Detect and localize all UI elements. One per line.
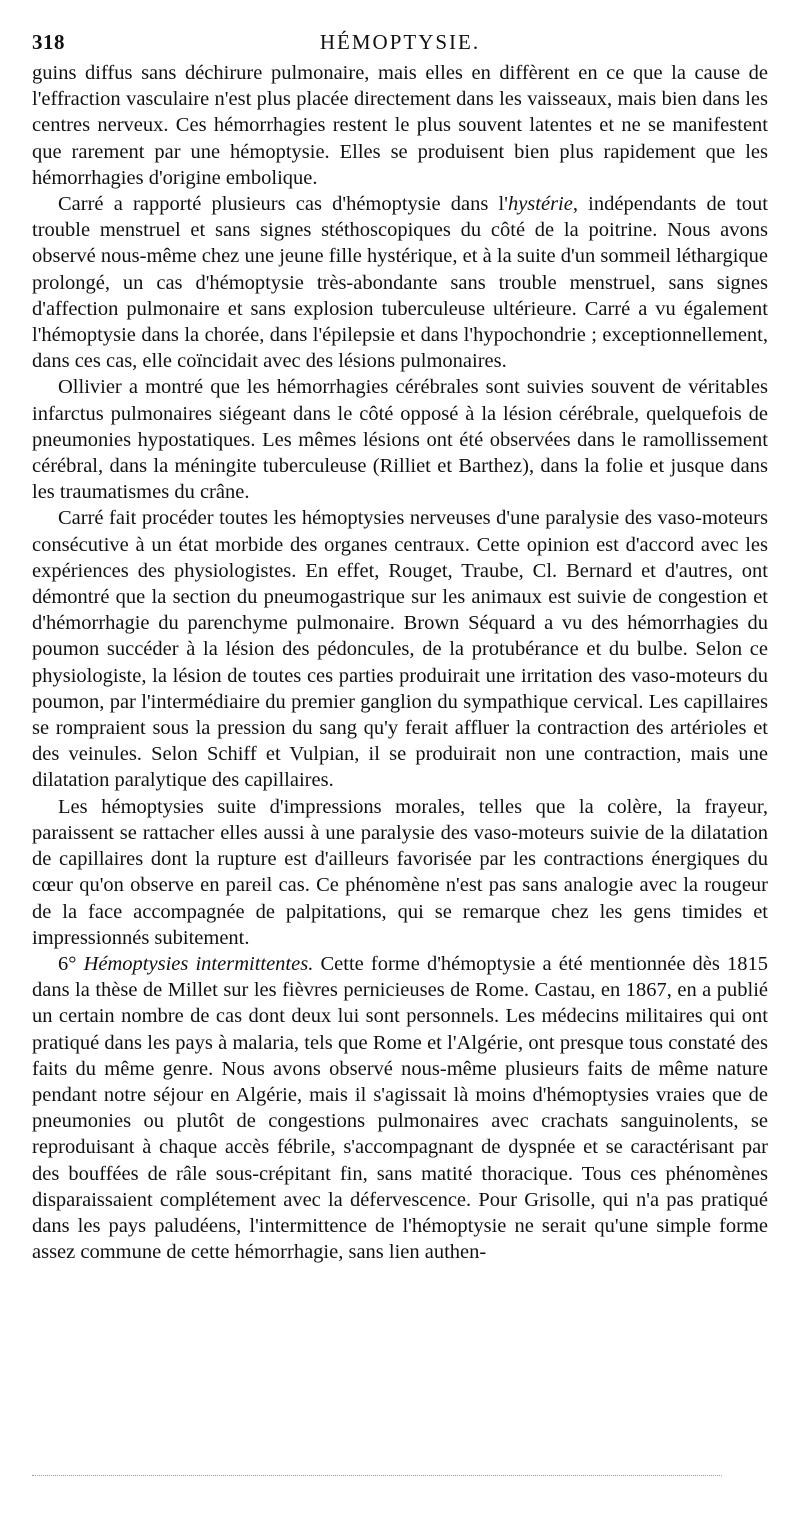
footer-dotted-rule <box>32 1475 722 1476</box>
page-header <box>32 30 768 60</box>
paragraph-text: , indépendants de tout trouble menstruel et sans signes stéthoscopiques du côté de la poitrine. Nous avons observé nous-même chez une jeune fille hystérique, et à la suite d'un sommeil léthargique prolongé, un cas d'hémoptysie très-abondante sans trouble menstruel, sans signes d'affection pulmonaire et sans explosion tuberculeuse ultérieure. Carré a vu également l'hémoptysie dans la chorée, dans l'épilepsie et dans l'hypochondrie ; exceptionnellement, dans ces cas, elle coïncidait avec des lésions pulmonaires. <box>32 193 768 373</box>
page-number: 318 <box>32 30 65 54</box>
paragraph-continuation: guins diffus sans déchirure pulmonaire, mais elles en diffèrent en ce que la cause de l'effraction vasculaire n'est plus placée directement dans les vaisseaux, mais bien dans les centres nerveux. Ces hémorrhagies restent le plus souvent latentes et ne se manifestent que rarement par une hémoptysie. Elles se produisent bien plus rapidement que les hémorrhagies d'origine embolique. <box>32 62 768 189</box>
paragraph-vaso-motor-paralysis: Carré fait procéder toutes les hémoptysies nerveuses d'une paralysie des vaso-moteurs consécutive à un état morbide des organes centraux. Cette opinion est d'accord avec les expériences des physiologistes. En effet, Rouget, Traube, Cl. Bernard et d'autres, ont démontré que la section du pneumogastrique sur les animaux est suivie de congestion et d'hémorrhagie du parenchyme pulmonaire. Brown Séquard a vu des hémorrhagies du poumon succéder à la lésion des pédoncules, de la protubérance et du bulbe. Selon ce physiologiste, la lésion de toutes ces parties produirait une irritation des vaso-moteurs du poumon, par l'intermédiaire du premier ganglion du sympathique cervical. Les capillaires se rompraient sous la pression du sang qu'y ferait affluer la contraction des artérioles et des veinules. Selon Schiff et Vulpian, il se produirait non une contraction, mais une dilatation paralytique des capillaires. <box>32 507 768 792</box>
paragraph-text: Cette forme d'hémoptysie a été mentionnée dès 1815 dans la thèse de Millet sur les fièvres pernicieuses de Rome. Castau, en 1867, en a publié un certain nombre de cas dont deux lui sont personnels. Les médecins militaires qui ont pratiqué dans les pays à malaria, tels que Rome et l'Algérie, ont presque tous constaté des faits du même genre. Nous avons observé nous-même plusieurs faits de même nature pendant notre séjour en Algérie, mais il s'agissait là moins d'hémoptysies vraies que de pneumonies ou plutôt de congestions pulmonaires avec crachats sanguinolents, se reproduisant à chaque accès fébrile, s'accompagnant de dyspnée et se caractérisant par des bouffées de râle sous-crépitant fin, sans matité thoracique. Tous ces phénomènes disparaissaient complétement avec la défervescence. Pour Grisolle, qui n'a pas pratiqué dans les pays paludéens, l'intermittence de l'hémoptysie ne serait qu'une simple forme assez commune de cette hémorrhagie, sans lien authen- <box>32 952 769 1264</box>
paragraph-hysteria <box>32 191 768 374</box>
section-number: 6° <box>58 952 84 975</box>
italic-term-hysteria: hystérie <box>507 193 573 216</box>
running-title: HÉMOPTYSIE. <box>319 30 481 54</box>
section-heading: Hémoptysies intermittentes. <box>83 952 314 975</box>
paragraph-ollivier: Ollivier a montré que les hémorrhagies cérébrales sont suivies souvent de véritables infarctus pulmonaires siégeant dans le côté opposé à la lésion cérébrale, quelquefois de pneumonies hypostatiques. Les mêmes lésions ont été observées dans le ramollissement cérébral, dans la méningite tuberculeuse (Rilliet et Barthez), dans la folie et jusque dans les traumatismes du crâne. <box>32 376 768 504</box>
paragraph-intermittent-hemoptysis <box>32 951 768 1265</box>
paragraph-text: Carré a rapporté plusieurs cas d'hémoptysie dans l' <box>58 193 508 216</box>
body-text <box>32 60 768 1265</box>
paragraph-moral-impressions: Les hémoptysies suite d'impressions morales, telles que la colère, la frayeur, paraissent se rattacher elles aussi à une paralysie des vaso-moteurs suivie de la dilatation de capillaires dont la rupture est d'ailleurs favorisée par les contractions énergiques du cœur qu'on observe en pareil cas. Ce phénomène n'est pas sans analogie avec la rougeur de la face accompagnée de palpitations, qui se remarque chez les gens timides et impressionnés subitement. <box>32 795 768 949</box>
book-page <box>32 30 768 1265</box>
